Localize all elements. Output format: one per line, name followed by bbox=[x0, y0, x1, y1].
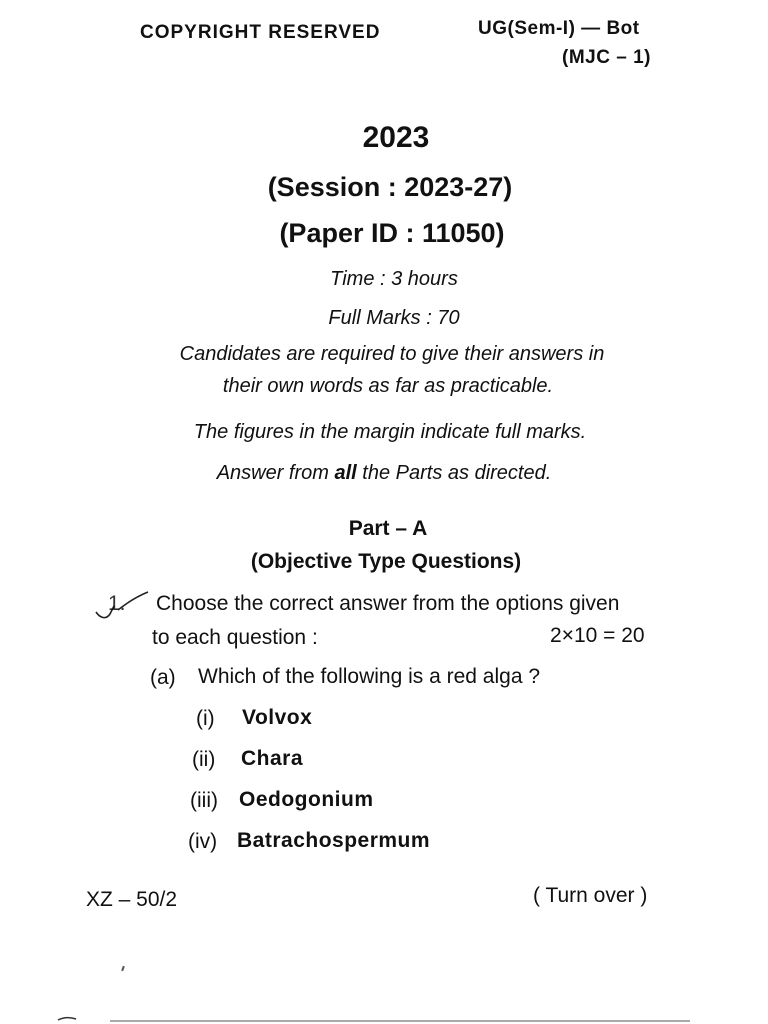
instruction-line-1: Candidates are required to give their answers in bbox=[179, 343, 605, 365]
part-subtitle: (Objective Type Questions) bbox=[250, 550, 522, 573]
full-marks: Full Marks : 70 bbox=[328, 307, 460, 329]
exam-time: Time : 3 hours bbox=[330, 268, 458, 290]
instruction-line-3: The figures in the margin indicate full marks. bbox=[193, 421, 587, 443]
part-title: Part – A bbox=[348, 517, 428, 540]
option-number: (i) bbox=[196, 707, 215, 730]
question-number: 1. bbox=[108, 592, 126, 615]
instruction-line-4-post: the Parts as directed. bbox=[356, 462, 552, 484]
exam-year: 2023 bbox=[362, 121, 430, 154]
option-text: Volvox bbox=[242, 706, 313, 729]
scan-speck bbox=[121, 966, 125, 971]
question-text-line-2: to each question : bbox=[152, 626, 318, 649]
question-marks: 2×10 = 20 bbox=[550, 624, 645, 647]
option-number: (iv) bbox=[188, 830, 218, 853]
instruction-line-2: their own words as far as practicable. bbox=[222, 375, 554, 397]
course-subcode: (MJC – 1) bbox=[562, 47, 651, 68]
copyright-notice: COPYRIGHT RESERVED bbox=[140, 22, 381, 43]
turn-over-note: ( Turn over ) bbox=[533, 884, 648, 907]
instruction-line-4-pre: Answer from bbox=[216, 462, 335, 484]
exam-session: (Session : 2023-27) bbox=[267, 172, 513, 202]
subquestion-text: Which of the following is a red alga ? bbox=[198, 665, 541, 688]
option-text: Oedogonium bbox=[239, 788, 374, 811]
option-number: (ii) bbox=[192, 748, 216, 771]
subquestion-label: (a) bbox=[150, 666, 176, 689]
option-text: Batrachospermum bbox=[237, 829, 431, 852]
paper-code: XZ – 50/2 bbox=[86, 888, 178, 911]
course-code: UG(Sem-I) — Bot bbox=[478, 18, 640, 39]
paper-id: (Paper ID : 11050) bbox=[279, 218, 505, 248]
question-text-line-1: Choose the correct answer from the options given bbox=[156, 592, 620, 615]
instruction-line-4 bbox=[0, 462, 768, 485]
option-number: (iii) bbox=[190, 789, 218, 812]
instruction-line-4-emphasis: all bbox=[334, 462, 357, 484]
scan-edge-line bbox=[50, 1016, 690, 1022]
option-text: Chara bbox=[241, 747, 304, 770]
